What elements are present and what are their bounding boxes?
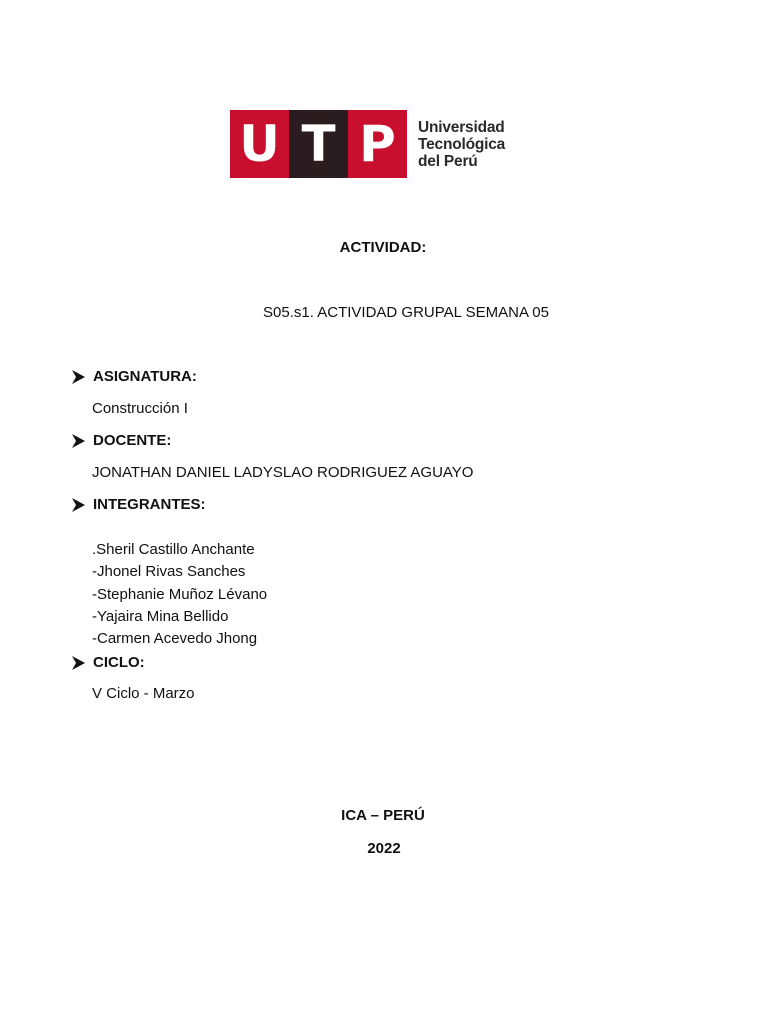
- activity-label: ACTIVIDAD:: [339, 239, 427, 256]
- integrantes-label: INTEGRANTES:: [93, 496, 206, 513]
- location-text: ICA – PERÚ: [341, 807, 425, 824]
- logo-name-line-2: Tecnológica: [418, 135, 506, 153]
- logo-letter-u: U: [230, 110, 289, 178]
- logo-letter-t: T: [289, 110, 348, 178]
- activity-title: S05.s1. ACTIVIDAD GRUPAL SEMANA 05: [263, 304, 549, 321]
- logo-letter-p: P: [348, 110, 407, 178]
- list-item: -Stephanie Muñoz Lévano: [92, 586, 268, 603]
- utp-logo: [230, 110, 505, 178]
- year-text: 2022: [367, 840, 401, 857]
- arrowhead-bullet-icon: [70, 655, 86, 671]
- list-item: -Yajaira Mina Bellido: [92, 608, 229, 625]
- ciclo-value: V Ciclo - Marzo: [92, 685, 195, 702]
- ciclo-label: CICLO:: [93, 654, 145, 671]
- arrowhead-bullet-icon: [70, 369, 86, 385]
- section-integrantes: [70, 496, 206, 513]
- arrowhead-bullet-icon: [70, 497, 86, 513]
- logo-name-line-1: Universidad: [418, 118, 505, 136]
- arrowhead-bullet-icon: [70, 433, 86, 449]
- logo-letter-blocks: [230, 110, 407, 178]
- asignatura-label: ASIGNATURA:: [93, 368, 197, 385]
- logo-name-line-3: del Perú: [418, 152, 478, 170]
- docente-label: DOCENTE:: [93, 432, 172, 449]
- section-asignatura: [70, 368, 197, 385]
- logo-university-name: [418, 119, 505, 170]
- list-item: -Carmen Acevedo Jhong: [92, 630, 258, 647]
- list-item: .Sheril Castillo Anchante: [92, 541, 255, 558]
- section-docente: [70, 432, 171, 449]
- section-ciclo: [70, 654, 145, 671]
- list-item: -Jhonel Rivas Sanches: [92, 563, 246, 580]
- docente-value: JONATHAN DANIEL LADYSLAO RODRIGUEZ AGUAYO: [92, 464, 474, 481]
- asignatura-value: Construcción I: [92, 400, 188, 417]
